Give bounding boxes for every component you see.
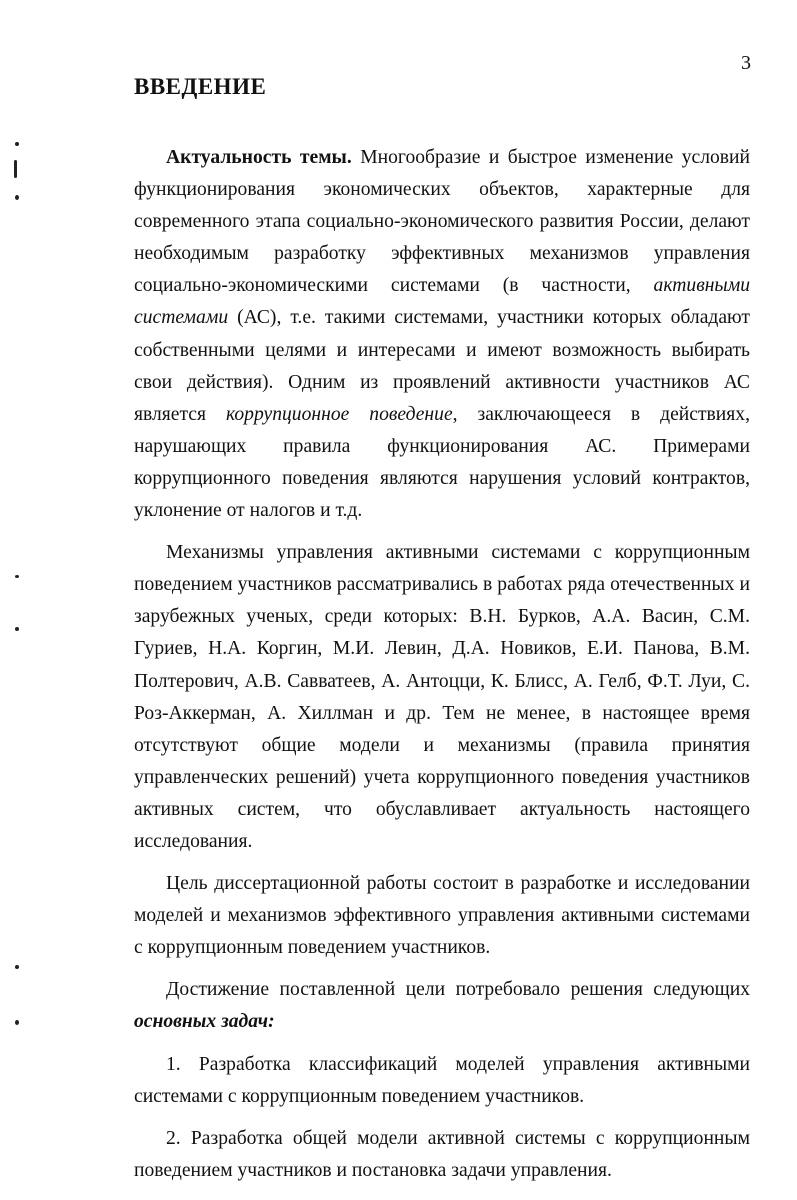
task-item-2: 2. Разработка общей модели активной системы с коррупционным поведением участников и постановка задачи управления.: [134, 1127, 750, 1181]
paragraph-literature: Механизмы управления активными системами с коррупционным поведением участников рассматривались в работах ряда отечественных и зарубежных ученых, среди которых: В.Н. Бурков, А.А. Васин, С.М. Гуриев, Н.А. Коргин, М.И. Левин, Д.А. Новиков, Е.И. Панова, В.М. Полтерович, А.В. Савватеев, А. Антоцци, К. Блисс, А. Гелб, Ф.Т. Луи, С. Роз-Аккерман, А. Хиллман и др. Тем не менее, в настоящее время отсутствуют общие модели и механизмы (правила принятия управленческих решений) учета коррупционного поведения участников активных систем, что обуславливает актуальность настоящего исследования.: [134, 542, 750, 852]
paragraph-goal: Цель диссертационной работы состоит в разработке и исследовании моделей и механизмов эффективного управления активными системами с коррупционным поведением участников.: [134, 873, 750, 959]
tasks-intro-text: Достижение поставленной цели потребовало решения следующих: [166, 979, 750, 1001]
relevance-lead: Актуальность темы.: [166, 147, 352, 168]
scan-mark: [15, 195, 19, 200]
relevance-text-3: , заключающееся в действиях, нарушающих правила функционирования АС. Примерами коррупционного поведения являются нарушения условий контрактов, уклонение от налогов и т.д.: [134, 403, 750, 522]
page-number: 3: [741, 52, 751, 74]
relevance-text-2: (АС), т.е. такими системами, участники которых обладают собственными целями и интересами и имеют возможность выбирать свои действия). Одним из проявлений активности участников АС является: [134, 307, 750, 425]
scan-mark: [15, 965, 19, 969]
task-item-1: 1. Разработка классификаций моделей управления активными системами с коррупционным поведением участников.: [134, 1053, 750, 1107]
paragraph-relevance: [134, 142, 750, 527]
scan-mark: [14, 160, 17, 178]
scan-mark: [15, 627, 19, 631]
scan-mark: [15, 575, 19, 578]
scan-mark: [15, 142, 19, 146]
term-corruption-behavior: коррупционное поведение: [225, 403, 453, 425]
relevance-text-1: Многообразие и быстрое изменение условий функционирования экономических объектов, характерные для современного этапа социально-экономического развития России, делают необходимым разработку эффективных механизмов управления социально-экономическими системами (в частности,: [134, 147, 751, 297]
body-text: [134, 142, 750, 1197]
term-active-systems: активными системами: [134, 275, 750, 329]
scan-mark: [15, 1020, 19, 1025]
paragraph-tasks-intro: [134, 974, 750, 1038]
tasks-intro-emphasis: основных задач:: [134, 1011, 275, 1033]
section-heading: ВВЕДЕНИЕ: [134, 74, 267, 99]
